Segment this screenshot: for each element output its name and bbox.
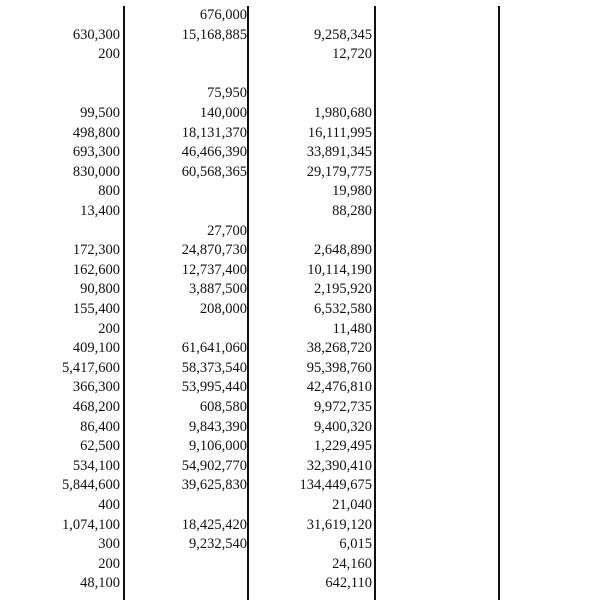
cell-col-1: 5,844,600 [62, 477, 120, 494]
cell-col-1: 800 [98, 183, 120, 200]
cell-col-2: 54,902,770 [181, 457, 247, 474]
table-row [0, 476, 600, 495]
cell-col-1: 409,100 [72, 340, 120, 357]
cell-col-1: 366,300 [72, 379, 120, 396]
table-row [0, 398, 600, 417]
cell-col-2: 58,373,540 [181, 359, 247, 376]
cell-col-3: 16,111,995 [307, 124, 372, 141]
table-row [0, 6, 600, 25]
table-row [0, 202, 600, 221]
cell-col-1: 400 [98, 497, 120, 513]
cell-col-3 [280, 65, 372, 84]
cell-col-3: 6,532,580 [314, 301, 372, 317]
table-row [0, 418, 600, 437]
table-row [0, 516, 600, 535]
table-row [0, 300, 600, 319]
cell-col-2: 15,168,885 [181, 26, 247, 43]
cell-col-1: 62,500 [80, 438, 120, 455]
cell-col-2 [150, 45, 247, 64]
cell-col-1: 155,400 [72, 301, 120, 317]
cell-col-1: 48,100 [80, 575, 120, 592]
cell-col-2 [150, 555, 247, 574]
table-row [0, 555, 600, 574]
cell-col-2: 27,700 [207, 222, 247, 239]
cell-col-3: 29,179,775 [306, 163, 372, 180]
cell-col-3: 95,398,760 [306, 359, 372, 376]
cell-col-2: 9,232,540 [189, 536, 247, 553]
table-row [0, 65, 600, 84]
cell-col-3: 134,449,675 [299, 477, 372, 494]
cell-col-1: 534,100 [72, 457, 120, 474]
table-row [0, 437, 600, 456]
cell-col-2: 140,000 [199, 105, 247, 121]
cell-col-3: 1,229,495 [314, 438, 372, 455]
table-row [0, 124, 600, 143]
cell-col-2 [150, 202, 247, 221]
cell-col-1: 468,200 [72, 399, 120, 415]
table-row [0, 280, 600, 299]
cell-col-3: 6,015 [339, 536, 372, 553]
cell-col-1: 1,074,100 [62, 516, 120, 533]
table-row [0, 241, 600, 260]
cell-col-1: 13,400 [80, 203, 120, 219]
cell-col-2 [150, 496, 247, 515]
cell-col-2: 61,641,060 [181, 340, 247, 357]
cell-col-1 [40, 222, 120, 241]
cell-col-2: 24,870,730 [181, 242, 247, 259]
table-row [0, 45, 600, 64]
cell-col-1: 86,400 [80, 418, 120, 435]
cell-col-2 [150, 574, 247, 593]
cell-col-2: 12,737,400 [181, 261, 247, 278]
cell-col-2: 39,625,830 [181, 477, 247, 494]
cell-col-3: 2,648,890 [314, 242, 372, 259]
cell-col-2 [150, 320, 247, 339]
cell-col-1: 693,300 [72, 144, 120, 161]
cell-col-1 [40, 65, 120, 84]
cell-col-3 [280, 6, 372, 25]
cell-col-1 [40, 6, 120, 25]
table-row [0, 261, 600, 280]
cell-col-3: 11,480 [332, 320, 372, 337]
cell-col-3: 1,980,680 [314, 105, 372, 121]
cell-col-2: 9,106,000 [189, 438, 247, 455]
cell-col-3: 9,258,345 [314, 26, 372, 43]
table-row [0, 359, 600, 378]
cell-col-3 [280, 222, 372, 241]
cell-col-3: 19,980 [332, 183, 372, 200]
table-row [0, 378, 600, 397]
table-row [0, 339, 600, 358]
cell-col-2: 9,843,390 [189, 418, 247, 435]
cell-col-1: 99,500 [80, 105, 120, 121]
cell-col-2: 60,568,365 [181, 163, 247, 180]
cell-col-2: 676,000 [199, 7, 247, 23]
table-row [0, 496, 600, 515]
cell-col-2: 46,466,390 [181, 144, 247, 161]
table-row [0, 457, 600, 476]
cell-col-1: 162,600 [72, 261, 120, 278]
cell-col-1: 300 [98, 536, 120, 553]
cell-col-1: 5,417,600 [62, 359, 120, 376]
cell-col-3 [280, 84, 372, 103]
cell-col-2: 53,995,440 [181, 379, 247, 396]
cell-col-1: 498,800 [72, 124, 120, 141]
cell-col-2: 608,580 [199, 399, 247, 415]
cell-col-3: 88,280 [332, 203, 372, 219]
cell-col-1: 200 [98, 46, 120, 63]
cell-col-1: 200 [98, 320, 120, 337]
cell-col-2: 18,425,420 [181, 516, 247, 533]
cell-col-3: 642,110 [325, 575, 372, 592]
cell-col-1 [40, 84, 120, 103]
cell-col-3: 21,040 [332, 497, 372, 513]
cell-col-3: 24,160 [332, 555, 372, 572]
cell-col-2: 18,131,370 [181, 124, 247, 141]
cell-col-1: 630,300 [72, 26, 120, 43]
cell-col-3: 32,390,410 [306, 457, 372, 474]
cell-col-3: 31,619,120 [306, 516, 372, 533]
cell-col-3: 12,720 [332, 46, 372, 63]
table-row [0, 574, 600, 593]
cell-col-3: 9,972,735 [314, 399, 372, 415]
cell-col-1: 90,800 [80, 281, 120, 298]
cell-col-2 [150, 182, 247, 201]
cell-col-2: 75,950 [207, 85, 247, 102]
table-row [0, 535, 600, 554]
table-row [0, 182, 600, 201]
table-row [0, 104, 600, 123]
table-row [0, 143, 600, 162]
cell-col-1: 172,300 [72, 242, 120, 259]
cell-col-3: 33,891,345 [306, 144, 372, 161]
cell-col-2: 3,887,500 [189, 281, 247, 298]
cell-col-2: 208,000 [199, 301, 247, 317]
cell-col-2 [150, 65, 247, 84]
cell-col-3: 10,114,190 [307, 261, 372, 278]
cell-col-1: 200 [98, 555, 120, 572]
table-row [0, 163, 600, 182]
table-row [0, 320, 600, 339]
table-row [0, 26, 600, 45]
table-row [0, 84, 600, 103]
cell-col-3: 42,476,810 [306, 379, 372, 396]
table-row [0, 222, 600, 241]
cell-col-3: 38,268,720 [306, 340, 372, 357]
cell-col-1: 830,000 [72, 163, 120, 180]
cell-col-3: 9,400,320 [314, 418, 372, 435]
cell-col-3: 2,195,920 [314, 281, 372, 298]
